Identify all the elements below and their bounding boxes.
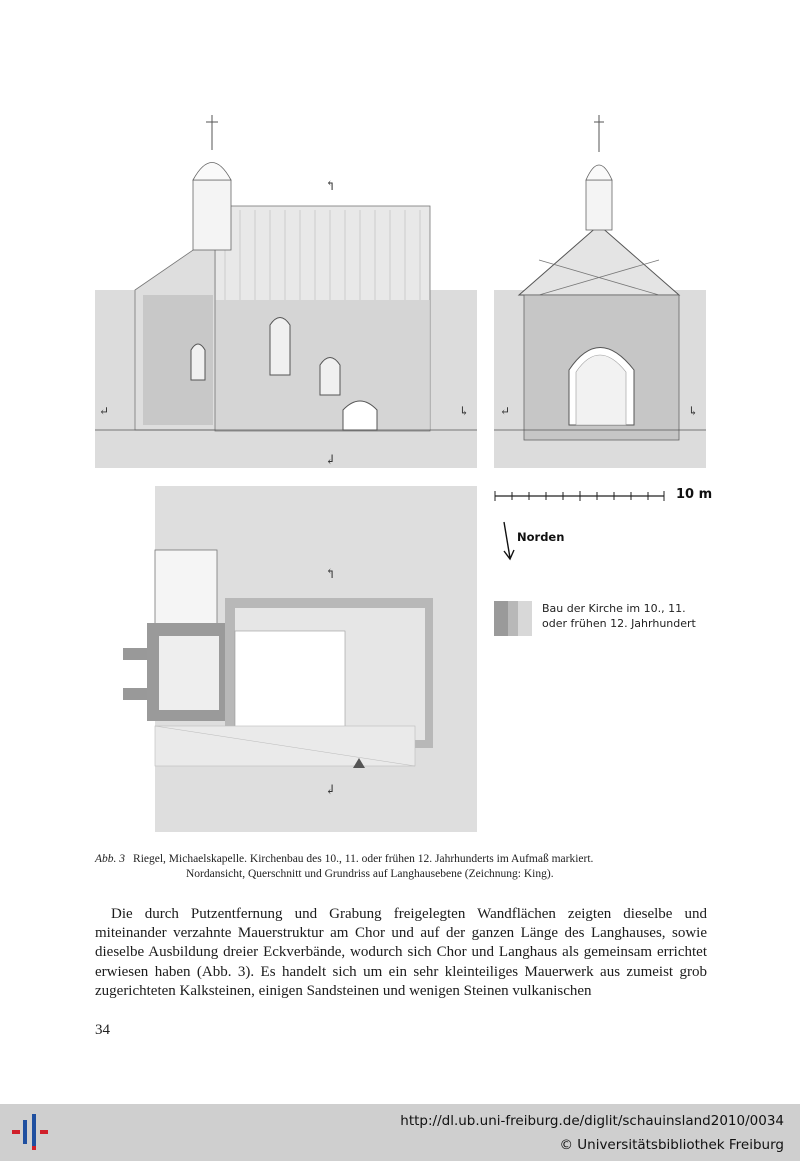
ub-freiburg-logo-icon — [10, 1112, 52, 1152]
legend-swatch — [494, 601, 532, 636]
page-number: 34 — [95, 1022, 110, 1038]
body-text: Die durch Putzentfernung und Grabung freigelegten Wandflächen zeigten dieselbe und miteinander verzahnte Mauerstruktur am Chor und auf der ganzen Länge des Langhauses, sowie dieselbe Ausbildung dreier Eckverbände, wodurch sich Chor und Langhaus als gemeinsam errichtet erwiesen haben (Abb. 3). Es handelt sich um ein sehr kleinteiliges Mauerwerk aus zumeist grob zugerichteten Kalksteinen, einigen Sandsteinen und wenigen Steinen vulkanischen — [95, 906, 707, 999]
svg-text:↰: ↰ — [325, 178, 336, 193]
svg-text:↲: ↲ — [325, 452, 336, 467]
caption-label: Abb. 3 — [95, 853, 126, 865]
scale-bar — [494, 488, 674, 504]
figure-caption — [95, 852, 707, 882]
svg-text:↵: ↵ — [500, 404, 511, 418]
svg-text:↳: ↳ — [459, 404, 470, 418]
caption-line2: Nordansicht, Querschnitt und Grundriss auf Langhausebene (Zeichnung: King). — [186, 868, 554, 880]
footer-url[interactable]: http://dl.ub.uni-freiburg.de/diglit/schauinsland2010/0034 — [400, 1113, 784, 1129]
north-label: Norden — [517, 530, 565, 544]
cross-section-drawing — [494, 110, 706, 470]
scale-label: 10 m — [676, 487, 713, 502]
floor-plan-drawing — [95, 486, 477, 832]
body-paragraph — [95, 905, 707, 1001]
north-elevation-drawing — [95, 110, 477, 470]
svg-text:↰: ↰ — [325, 566, 336, 581]
north-arrow-icon — [498, 520, 518, 562]
caption-line1: Riegel, Michaelskapelle. Kirchenbau des 10., 11. oder frühen 12. Jahrhunderts im Aufmaß markiert. — [133, 853, 594, 865]
svg-text:↳: ↳ — [688, 404, 699, 418]
footer-copyright: © Universitätsbibliothek Freiburg — [559, 1137, 784, 1153]
legend-label: Bau der Kirche im 10., 11. oder frühen 12. Jahrhundert — [542, 602, 696, 630]
footer-bar — [0, 1104, 800, 1161]
svg-text:↲: ↲ — [325, 782, 336, 797]
svg-text:↵: ↵ — [99, 404, 110, 418]
